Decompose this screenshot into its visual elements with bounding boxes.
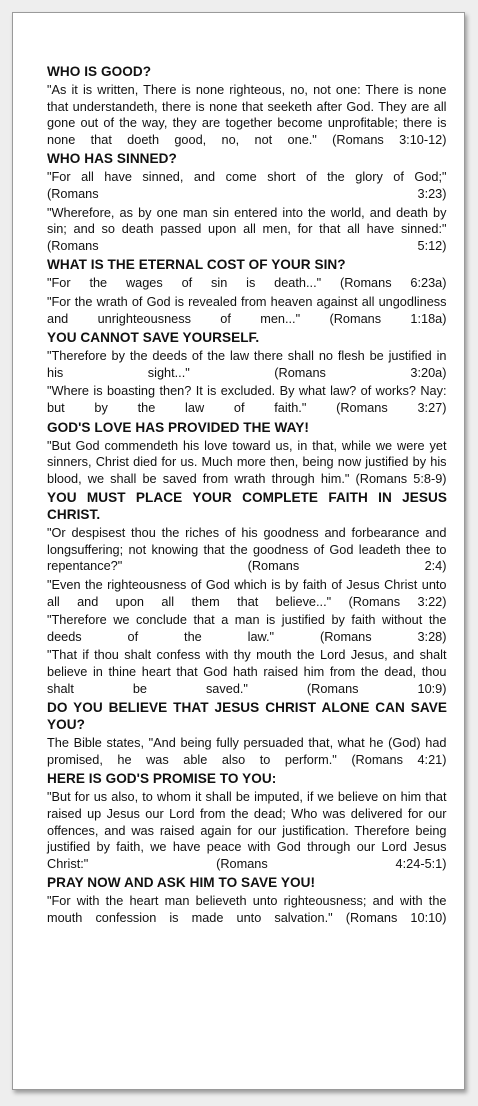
verse-reference: (Romans 4:24-5:1) bbox=[216, 855, 447, 871]
verse-reference: (Romans 3:10-12) bbox=[332, 131, 447, 147]
verse-reference: (Romans 6:23a) bbox=[339, 275, 447, 291]
verse-text: "For all have sinned, and come short of the glory of God;" bbox=[47, 169, 447, 185]
tract-card bbox=[12, 12, 465, 1090]
verse-text: "Therefore we conclude that a man is justified by faith without the deeds of the law." bbox=[47, 612, 447, 644]
verse-reference: (Romans 2:4) bbox=[247, 558, 447, 574]
scripture-verse bbox=[47, 612, 447, 645]
verse-text: "That if thou shalt confess with thy mouth the Lord Jesus, and shalt believe in thine heart that God hath raised him from the dead, thou shalt be saved." bbox=[47, 647, 447, 696]
section-heading: YOU CANNOT SAVE YOURSELF. bbox=[47, 330, 260, 346]
verse-reference: (Romans 10:10) bbox=[345, 909, 447, 925]
verse-text: "For with the heart man believeth unto righteousness; and with the mouth confession is made unto salvation." bbox=[47, 893, 447, 925]
verse-text: "Wherefore, as by one man sin entered into the world, and death by sin; and so death passed upon all men, for that all have sinned:" bbox=[47, 204, 447, 237]
verse-text: The Bible states, "And being fully persuaded that, what he (God) had promised, he was able also to perform." bbox=[47, 735, 447, 767]
verse-text: "But God commendeth his love toward us, in that, while we were yet sinners, Christ died for us. Much more then, being now justified by his blood, we shall be saved from wrath through him." bbox=[47, 437, 447, 486]
verse-text: "For the wrath of God is revealed from heaven against all ungodliness and unrighteousness of men..." bbox=[47, 293, 447, 326]
verse-reference: (Romans 10:9) bbox=[306, 680, 447, 696]
verse-reference: (Romans 3:22) bbox=[348, 593, 447, 609]
scripture-verse bbox=[47, 789, 447, 872]
verse-reference: (Romans 3:28) bbox=[319, 628, 447, 644]
section-heading: WHO IS GOOD? bbox=[47, 64, 152, 79]
verse-text: "But for us also, to whom it shall be imputed, if we believe on him that raised up Jesus our Lord from the dead; Who was delivered for our offences, and was raised again for our justification. Therefore being justified by faith, we have peace with God through our Lord Jesus Christ:" bbox=[47, 789, 447, 871]
verse-reference: (Romans 5:8-9) bbox=[355, 470, 447, 486]
section-heading: PRAY NOW AND ASK HIM TO SAVE YOU! bbox=[47, 875, 316, 891]
scripture-verse bbox=[47, 275, 447, 292]
verse-text: "For the wages of sin is death..." bbox=[47, 275, 322, 291]
tract-content bbox=[47, 63, 447, 929]
scripture-verse bbox=[47, 383, 447, 416]
scripture-verse bbox=[47, 82, 447, 148]
scripture-verse bbox=[47, 205, 447, 255]
verse-text: "As it is written, There is none righteous, no, not one: There is none that understandeth, there is none that seeketh after God. They are all gone out of the way, they are together become unprofitable; there is none that doeth good, no, not one." bbox=[47, 82, 447, 147]
section-heading: WHAT IS THE ETERNAL COST OF YOUR SIN? bbox=[47, 257, 346, 273]
scripture-verse bbox=[47, 577, 447, 610]
scripture-verse bbox=[47, 735, 447, 768]
scripture-verse bbox=[47, 438, 447, 488]
scripture-verse bbox=[47, 348, 447, 381]
section-heading: GOD'S LOVE HAS PROVIDED THE WAY! bbox=[47, 419, 309, 435]
verse-reference: (Romans 3:20a) bbox=[274, 364, 447, 380]
section-heading: DO YOU BELIEVE THAT JESUS CHRIST ALONE CAN SAVE YOU? bbox=[47, 700, 447, 733]
section-heading: HERE IS GOD'S PROMISE TO YOU: bbox=[47, 771, 277, 787]
verse-reference: (Romans 3:27) bbox=[336, 399, 447, 415]
verse-reference: (Romans 3:23) bbox=[47, 185, 447, 201]
verse-reference: (Romans 4:21) bbox=[351, 751, 447, 767]
verse-text: "Where is boasting then? It is excluded. By what law? of works? Nay: but by the law of faith." bbox=[47, 383, 447, 415]
scripture-verse bbox=[47, 647, 447, 697]
section-heading: WHO HAS SINNED? bbox=[47, 151, 177, 167]
verse-text: "Even the righteousness of God which is by faith of Jesus Christ unto all and upon all them that believe..." bbox=[47, 577, 447, 609]
scripture-verse bbox=[47, 525, 447, 575]
scripture-verse bbox=[47, 294, 447, 327]
section-heading: YOU MUST PLACE YOUR COMPLETE FAITH IN JESUS CHRIST. bbox=[47, 490, 447, 523]
verse-text: "Or despisest thou the riches of his goodness and forbearance and longsuffering; not knowing that the goodness of God leadeth thee to repentance?" bbox=[47, 525, 447, 574]
scripture-verse bbox=[47, 169, 447, 202]
scripture-verse bbox=[47, 893, 447, 926]
verse-text: "Therefore by the deeds of the law there shall no flesh be justified in his sight..." bbox=[47, 348, 447, 380]
verse-reference: (Romans 5:12) bbox=[47, 237, 447, 253]
verse-reference: (Romans 1:18a) bbox=[329, 310, 447, 326]
